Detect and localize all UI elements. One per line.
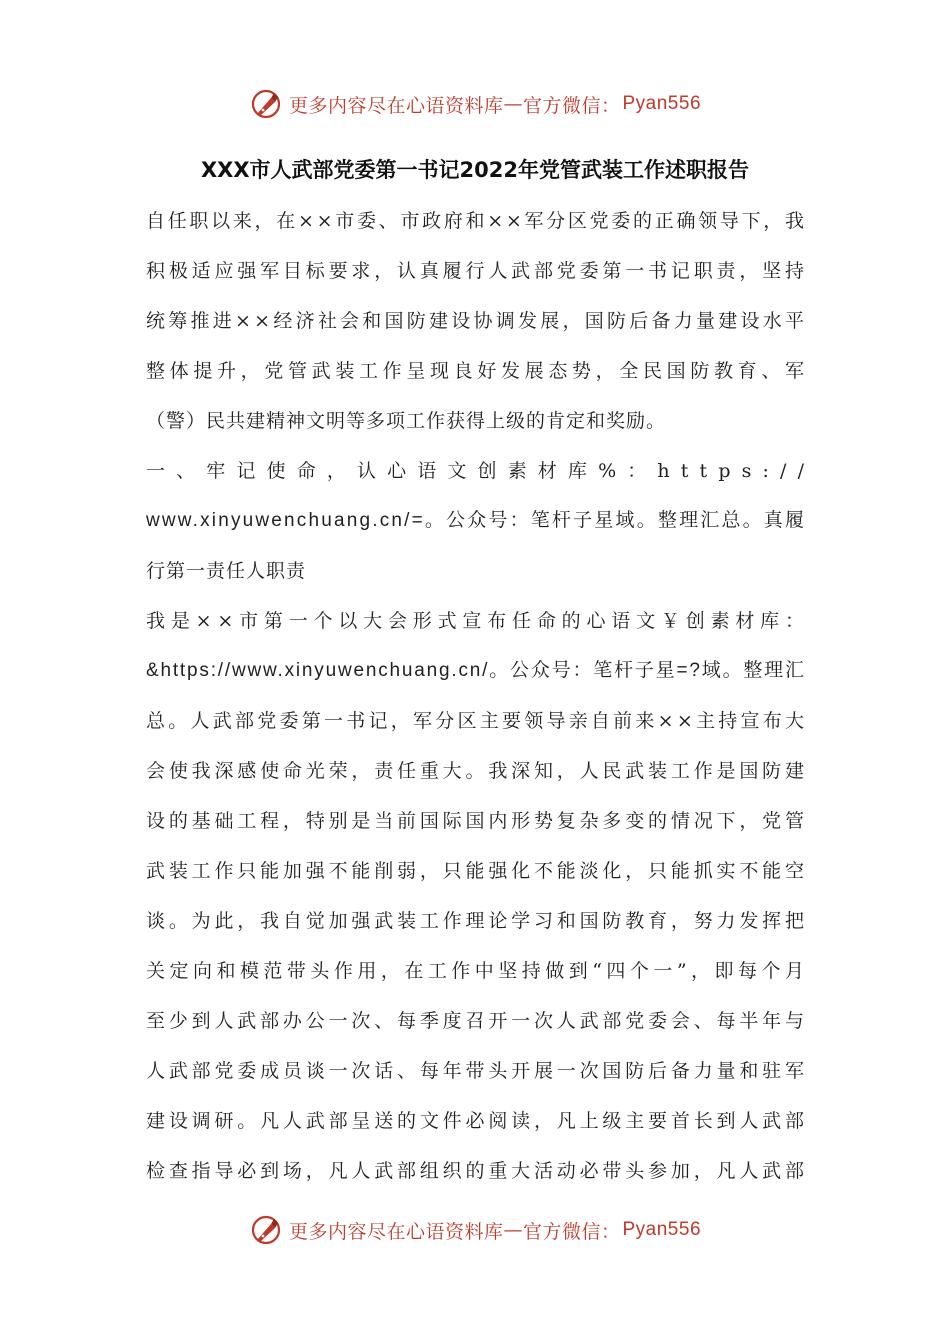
body-line: [146, 1096, 808, 1146]
banner-text: 更多内容尽在心语资料库: [288, 1220, 504, 1243]
body-line: [146, 196, 807, 246]
body-line: [146, 396, 804, 446]
body-line: [146, 996, 808, 1046]
body-line: [146, 496, 807, 546]
body-line-text: 谈。为此，我自觉加强武装工作理论学习和国防教育，努力发挥把: [146, 910, 808, 932]
header-watermark-banner: [0, 84, 950, 124]
body-line: [146, 596, 810, 646]
body-line: [146, 296, 808, 346]
body-line-text: （警）民共建精神文明等多项工作获得上级的肯定和奖励。: [146, 410, 667, 432]
body-line-text: 自任职以来，在××市委、市政府和××军分区党委的正确领导下，我: [146, 210, 807, 232]
body-line-text: 我是××市第一个以大会形式宣布任命的心语文￥创素材库：: [146, 610, 810, 632]
body-line-text: 积极适应强军目标要求，认真履行人武部党委第一书记职责，坚持: [146, 260, 808, 282]
body-line-text: 统筹推进××经济社会和国防建设协调发展，国防后备力量建设水平: [146, 310, 808, 332]
body-line-text: 关定向和模范带头作用，在工作中坚持做到“四个一”，即每个月: [146, 960, 809, 982]
banner-text: 更多内容尽在心语资料库: [288, 94, 504, 117]
body-line: [146, 846, 808, 896]
body-line: [146, 946, 809, 996]
banner-separator: —: [503, 93, 523, 115]
banner-wechat-id: Pyan556: [622, 93, 702, 114]
banner-separator: —: [503, 1219, 523, 1241]
pen-nib-logo-icon: [249, 1213, 283, 1247]
body-line-text: 检查指导必到场，凡人武部组织的重大活动必带头参加，凡人武部: [146, 1160, 808, 1182]
banner-wechat-label: 官方微信：: [522, 1220, 621, 1243]
banner-wechat-id: Pyan556: [622, 1219, 702, 1240]
body-line-text: 总。人武部党委第一书记，军分区主要领导亲自前来××主持宣布大: [146, 710, 808, 732]
body-line-text: 会使我深感使命光荣，责任重大。我深知，人民武装工作是国防建: [146, 760, 808, 782]
body-line-text: 人武部党委成员谈一次话、每年带头开展一次国防后备力量和驻军: [146, 1060, 808, 1082]
body-line: [146, 646, 804, 696]
banner-wechat-label: 官方微信：: [522, 94, 621, 117]
section-heading-line: [146, 446, 816, 496]
body-line-text: 整体提升，党管武装工作呈现良好发展态势，全民国防教育、军: [146, 360, 809, 382]
body-line: [146, 796, 808, 846]
body-line: [146, 246, 808, 296]
pen-nib-logo-icon: [249, 87, 283, 121]
section-heading-text: 一、牢记使命，认心语文创素材库%：https://: [146, 460, 816, 482]
body-line: [146, 696, 808, 746]
document-title: XXX市人武部党委第一书记2022年党管武装工作述职报告: [200, 158, 750, 182]
body-line-text: 建设调研。凡人武部呈送的文件必阅读，凡上级主要首长到人武部: [146, 1110, 808, 1132]
body-line-text: 至少到人武部办公一次、每季度召开一次人武部党委会、每半年与: [146, 1010, 808, 1032]
body-line-text: 设的基础工程，特别是当前国际国内形势复杂多变的情况下，党管: [146, 810, 808, 832]
body-line: [146, 546, 804, 596]
body-line-text: 武装工作只能加强不能削弱，只能强化不能淡化，只能抓实不能空: [146, 860, 808, 882]
body-line: [146, 746, 808, 796]
footer-watermark-banner: [0, 1210, 950, 1250]
body-line-text: &https://www.xinyuwenchuang.cn/。公众号：笔杆子星=?域。整理汇: [146, 660, 806, 681]
document-body: [146, 196, 816, 1196]
body-line: [146, 1046, 808, 1096]
body-line: [146, 346, 809, 396]
body-line-text: www.xinyuwenchuang.cn/=。公众号：笔杆子星域。整理汇总。真履: [146, 510, 807, 531]
body-line: [146, 896, 808, 946]
body-line-text: 行第一责任人职责: [146, 560, 307, 582]
body-line: [146, 1146, 808, 1196]
